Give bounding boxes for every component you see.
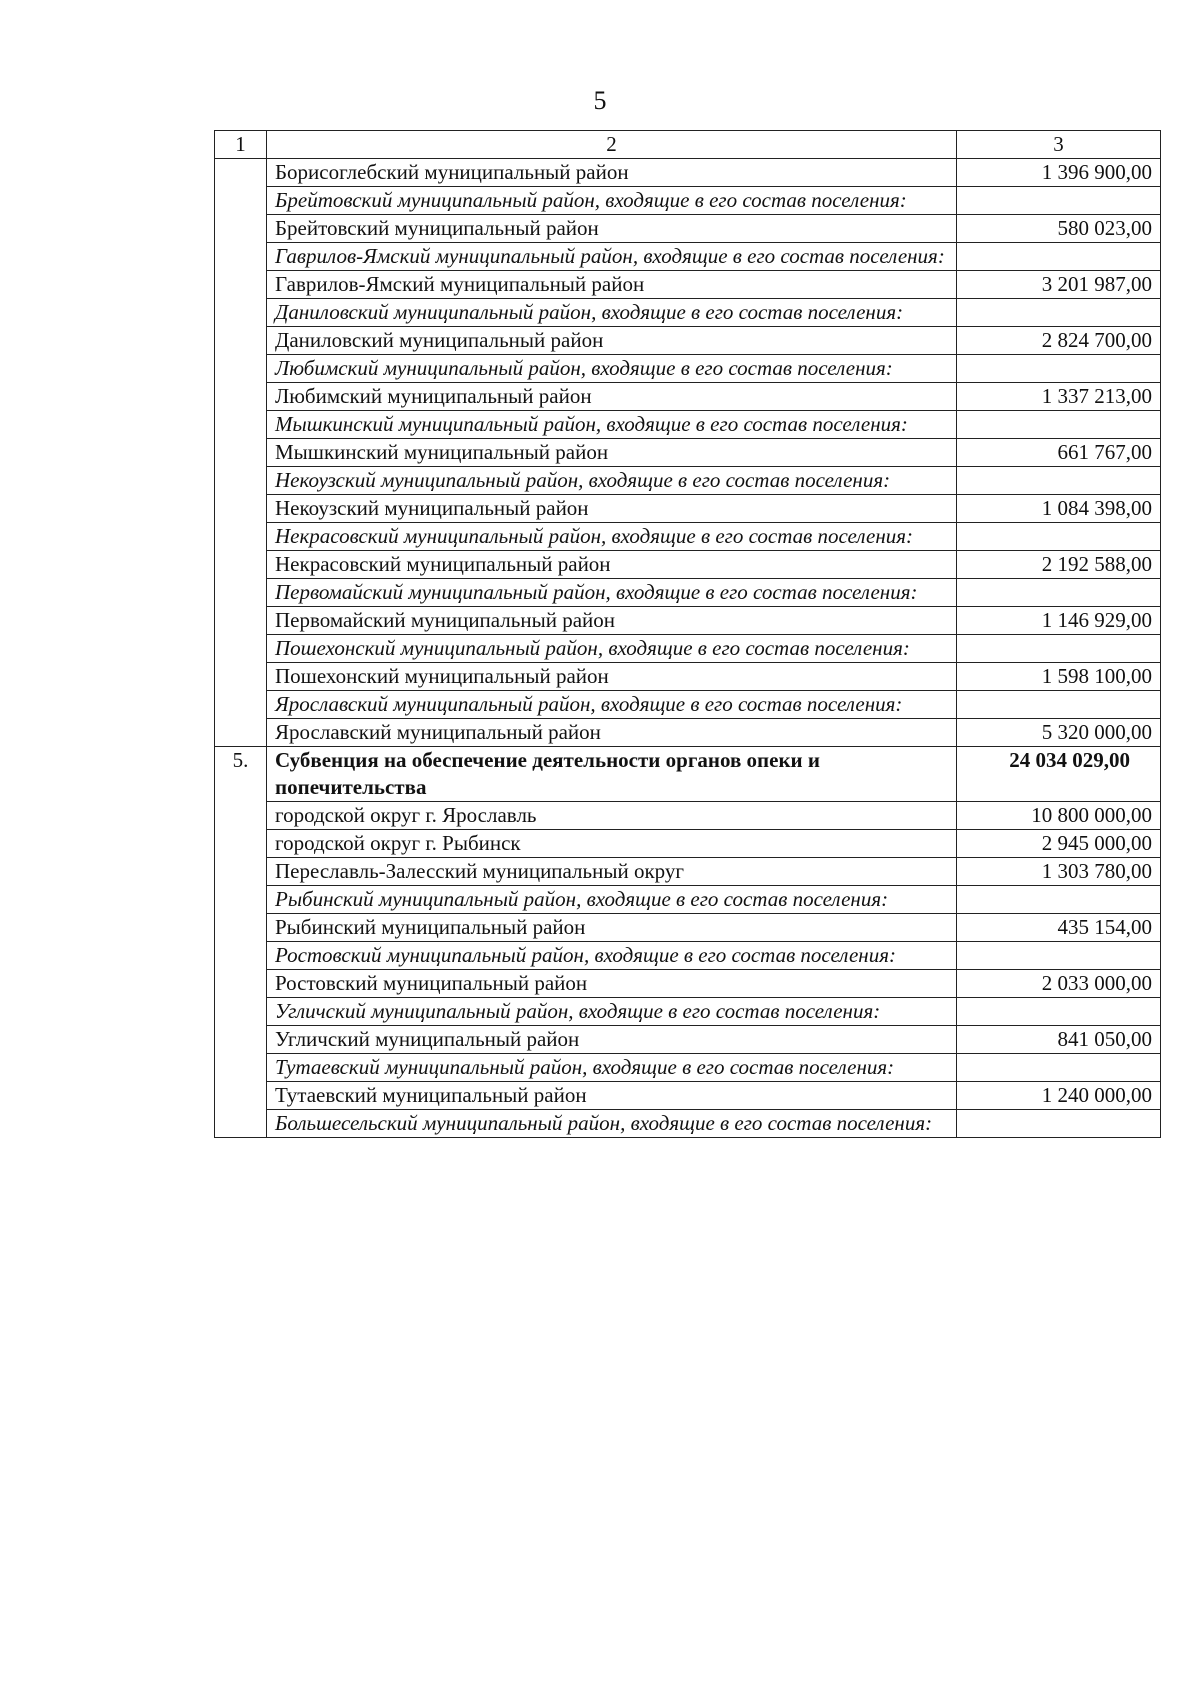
amount-cell <box>957 1110 1161 1138</box>
table-row <box>215 663 1161 691</box>
group-row <box>215 579 1161 607</box>
group-heading: Даниловский муниципальный район, входящие в его состав поселения: <box>267 299 957 327</box>
group-row <box>215 998 1161 1026</box>
amount-cell: 661 767,00 <box>957 439 1161 467</box>
group-heading: Большесельский муниципальный район, входящие в его состав поселения: <box>267 1110 957 1138</box>
entity-name: Гаврилов-Ямский муниципальный район <box>267 271 957 299</box>
group-heading: Любимский муниципальный район, входящие в его состав поселения: <box>267 355 957 383</box>
amount-cell: 1 240 000,00 <box>957 1082 1161 1110</box>
amount-cell: 841 050,00 <box>957 1026 1161 1054</box>
amount-cell <box>957 579 1161 607</box>
section-title: Субвенция на обеспечение деятельности органов опеки и попечительства <box>267 747 957 802</box>
group-row <box>215 942 1161 970</box>
amount-cell: 1 598 100,00 <box>957 663 1161 691</box>
amount-cell: 435 154,00 <box>957 914 1161 942</box>
amount-cell: 3 201 987,00 <box>957 271 1161 299</box>
group-heading: Мышкинский муниципальный район, входящие в его состав поселения: <box>267 411 957 439</box>
section-number-cell <box>215 159 267 747</box>
amount-cell <box>957 998 1161 1026</box>
amount-cell <box>957 635 1161 663</box>
amount-cell: 2 824 700,00 <box>957 327 1161 355</box>
amount-cell: 1 337 213,00 <box>957 383 1161 411</box>
group-heading: Ростовский муниципальный район, входящие в его состав поселения: <box>267 942 957 970</box>
section-total: 24 034 029,00 <box>957 747 1161 802</box>
group-row <box>215 635 1161 663</box>
group-heading: Некрасовский муниципальный район, входящие в его состав поселения: <box>267 523 957 551</box>
entity-name: Мышкинский муниципальный район <box>267 439 957 467</box>
amount-cell: 1 396 900,00 <box>957 159 1161 187</box>
page-number: 5 <box>593 86 607 115</box>
amount-cell: 2 192 588,00 <box>957 551 1161 579</box>
group-row <box>215 886 1161 914</box>
table-row <box>215 1082 1161 1110</box>
amount-cell <box>957 467 1161 495</box>
amount-cell: 5 320 000,00 <box>957 719 1161 747</box>
group-heading: Первомайский муниципальный район, входящие в его состав поселения: <box>267 579 957 607</box>
group-heading: Гаврилов-Ямский муниципальный район, входящие в его состав поселения: <box>267 243 957 271</box>
amount-cell <box>957 355 1161 383</box>
amount-cell: 580 023,00 <box>957 215 1161 243</box>
table-row <box>215 159 1161 187</box>
section-header-row <box>215 747 1161 802</box>
group-heading: Угличский муниципальный район, входящие в его состав поселения: <box>267 998 957 1026</box>
table-row <box>215 607 1161 635</box>
column-number-row <box>215 131 1161 159</box>
entity-name: Угличский муниципальный район <box>267 1026 957 1054</box>
column-header-1: 1 <box>215 131 267 159</box>
table-row <box>215 495 1161 523</box>
amount-cell: 1 303 780,00 <box>957 858 1161 886</box>
section-number: 5. <box>215 747 267 1138</box>
group-heading: Ярославский муниципальный район, входящие в его состав поселения: <box>267 691 957 719</box>
table-row <box>215 858 1161 886</box>
group-heading: Пошехонский муниципальный район, входящие в его состав поселения: <box>267 635 957 663</box>
entity-name: Даниловский муниципальный район <box>267 327 957 355</box>
entity-name: Тутаевский муниципальный район <box>267 1082 957 1110</box>
entity-name: Ярославский муниципальный район <box>267 719 957 747</box>
amount-cell <box>957 299 1161 327</box>
amount-cell: 2 033 000,00 <box>957 970 1161 998</box>
amount-cell: 1 084 398,00 <box>957 495 1161 523</box>
group-row <box>215 187 1161 215</box>
entity-name: Некрасовский муниципальный район <box>267 551 957 579</box>
amount-cell: 10 800 000,00 <box>957 802 1161 830</box>
amount-cell <box>957 1054 1161 1082</box>
amount-cell <box>957 886 1161 914</box>
entity-name: городской округ г. Рыбинск <box>267 830 957 858</box>
group-row <box>215 691 1161 719</box>
amount-cell <box>957 691 1161 719</box>
group-row <box>215 299 1161 327</box>
table-row <box>215 215 1161 243</box>
group-row <box>215 355 1161 383</box>
group-row <box>215 1110 1161 1138</box>
table-row <box>215 914 1161 942</box>
amount-cell <box>957 187 1161 215</box>
table-row <box>215 327 1161 355</box>
amount-cell <box>957 411 1161 439</box>
table-row <box>215 719 1161 747</box>
group-heading: Брейтовский муниципальный район, входящие в его состав поселения: <box>267 187 957 215</box>
entity-name: Любимский муниципальный район <box>267 383 957 411</box>
group-row <box>215 411 1161 439</box>
amount-cell: 1 146 929,00 <box>957 607 1161 635</box>
table-row <box>215 383 1161 411</box>
group-heading: Рыбинский муниципальный район, входящие в его состав поселения: <box>267 886 957 914</box>
table-row <box>215 439 1161 467</box>
budget-table <box>214 130 1161 1138</box>
column-header-2: 2 <box>267 131 957 159</box>
column-header-3: 3 <box>957 131 1161 159</box>
table-row <box>215 830 1161 858</box>
entity-name: Пошехонский муниципальный район <box>267 663 957 691</box>
table-row <box>215 970 1161 998</box>
amount-cell <box>957 243 1161 271</box>
group-row <box>215 523 1161 551</box>
group-row <box>215 467 1161 495</box>
group-row <box>215 1054 1161 1082</box>
entity-name: городской округ г. Ярославль <box>267 802 957 830</box>
entity-name: Переславль-Залесский муниципальный округ <box>267 858 957 886</box>
table-row <box>215 802 1161 830</box>
group-row <box>215 243 1161 271</box>
table-row <box>215 1026 1161 1054</box>
budget-table-body <box>215 131 1161 1138</box>
amount-cell <box>957 942 1161 970</box>
entity-name: Рыбинский муниципальный район <box>267 914 957 942</box>
group-heading: Некоузский муниципальный район, входящие в его состав поселения: <box>267 467 957 495</box>
amount-cell: 2 945 000,00 <box>957 830 1161 858</box>
entity-name: Некоузский муниципальный район <box>267 495 957 523</box>
entity-name: Борисоглебский муниципальный район <box>267 159 957 187</box>
entity-name: Первомайский муниципальный район <box>267 607 957 635</box>
table-row <box>215 551 1161 579</box>
entity-name: Брейтовский муниципальный район <box>267 215 957 243</box>
entity-name: Ростовский муниципальный район <box>267 970 957 998</box>
group-heading: Тутаевский муниципальный район, входящие в его состав поселения: <box>267 1054 957 1082</box>
table-row <box>215 271 1161 299</box>
amount-cell <box>957 523 1161 551</box>
